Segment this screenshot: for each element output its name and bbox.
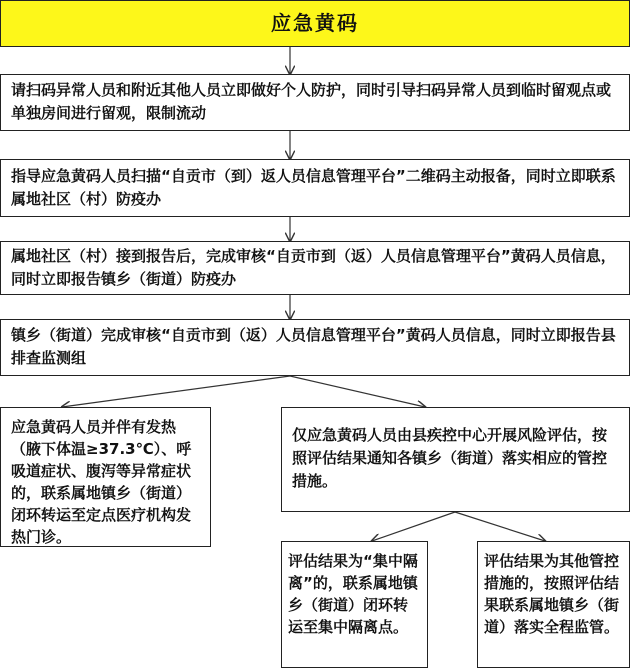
step2-box: [0, 159, 630, 217]
right-branch-box: [281, 407, 630, 512]
sub-left-box: [281, 541, 428, 668]
sub-right-box: [477, 541, 630, 668]
step2-text: 指导应急黄码人员扫描“自贡市（到）返人员信息管理平台”二维码主动报备，同时立即联系属地社区（村）防疫办: [11, 167, 616, 208]
sub-left-text: 评估结果为“集中隔离”的，联系属地镇乡（街道）闭环转运至集中隔离点。: [288, 552, 418, 636]
step1-text: 请扫码异常人员和附近其他人员立即做好个人防护，同时引导扫码异常人员到临时留观点或单独房间进行留观，限制流动: [11, 81, 612, 122]
sub-right-text: 评估结果为其他管控措施的，按照评估结果联系属地镇乡（街道）落实全程监管。: [484, 552, 620, 636]
arrow-step4-to-left-branch: [62, 376, 290, 407]
step4-box: [0, 319, 630, 376]
arrow-right-to-sub-left: [372, 512, 455, 541]
left-branch-box: [0, 407, 211, 547]
step4-text: 镇乡（街道）完成审核“自贡市到（返）人员信息管理平台”黄码人员信息，同时立即报告县排查监测组: [11, 326, 616, 367]
step3-text: 属地社区（村）接到报告后，完成审核“自贡市到（返）人员信息管理平台”黄码人员信息，同时立即报告镇乡（街道）防疫办: [11, 247, 616, 288]
right-branch-text: 仅应急黄码人员由县疾控中心开展风险评估，按照评估结果通知各镇乡（街道）落实相应的管控措施。: [292, 426, 608, 490]
arrow-step4-to-right-branch: [290, 376, 425, 407]
left-branch-text: 应急黄码人员并伴有发热（腋下体温≥37.3℃）、呼吸道症状、腹泻等异常症状的，联系属地镇乡（街道）闭环转运至定点医疗机构发热门诊。: [11, 418, 192, 546]
title-box: [0, 0, 630, 47]
arrow-right-to-sub-right: [455, 512, 545, 541]
step1-box: [0, 74, 630, 131]
step3-box: [0, 241, 630, 295]
title-text: 应急黄码: [271, 11, 359, 35]
